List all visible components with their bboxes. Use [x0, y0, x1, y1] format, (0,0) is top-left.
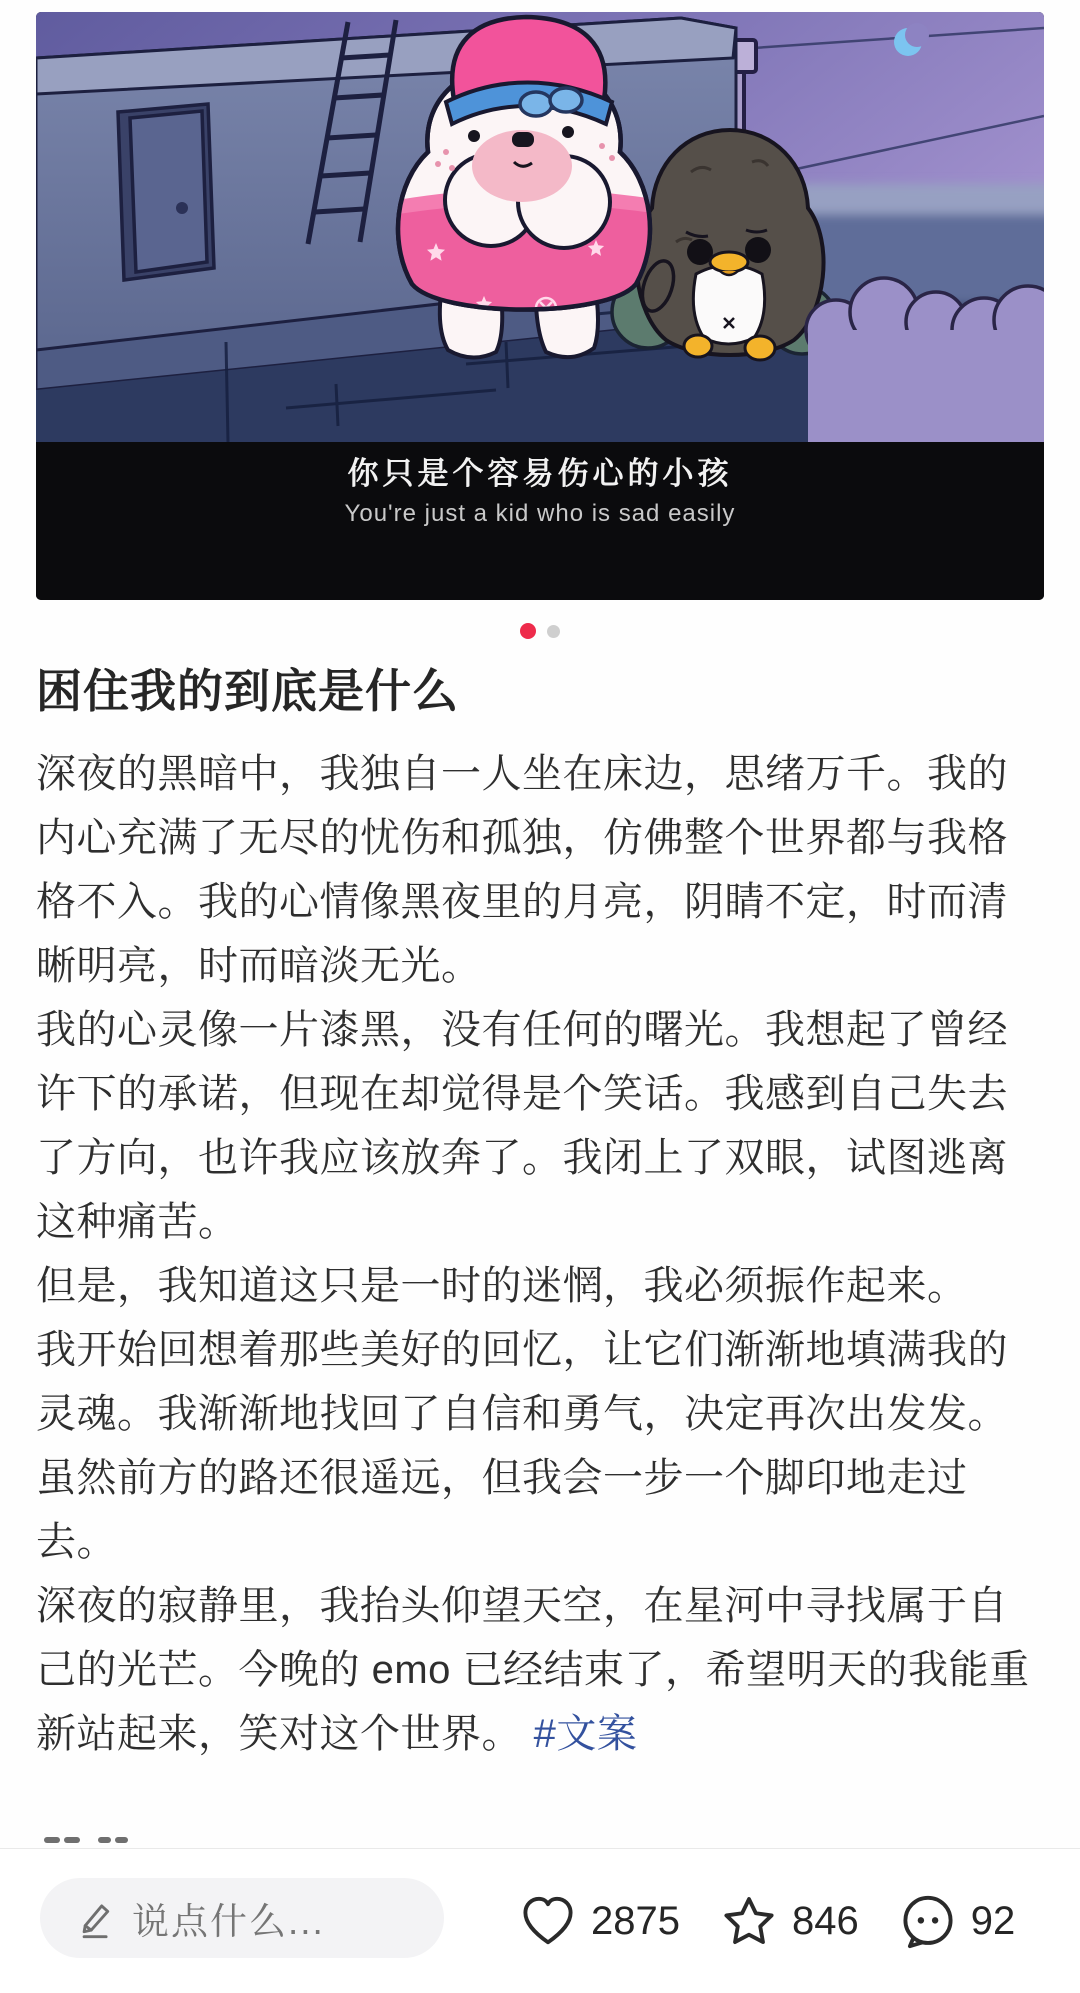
- post-text-line: 但是，我知道这只是一时的迷惘，我必须振作起来。: [36, 1264, 968, 1308]
- comment-count: 92: [970, 1898, 1016, 1943]
- door: [118, 104, 214, 280]
- heart-icon: [517, 1890, 579, 1952]
- post-text-line: 深夜的寂静里，我抬头仰望天空，在星河中寻找属于自: [36, 1584, 1008, 1628]
- video-subtitle: [36, 458, 1044, 526]
- post-body: [36, 742, 1044, 1766]
- like-button[interactable]: [517, 1890, 680, 1952]
- penguin-character: [636, 130, 823, 360]
- post-text-line: 新站起来，笑对这个世界。 #文案: [36, 1712, 638, 1756]
- post-text-line: 这种痛苦。: [36, 1200, 239, 1244]
- subtitle-chinese: 你只是个容易伤心的小孩: [347, 456, 733, 491]
- carousel-dot-active[interactable]: [520, 623, 536, 639]
- comment-button[interactable]: [897, 1890, 1016, 1952]
- comment-input[interactable]: [40, 1878, 444, 1958]
- post-text-line: 深夜的黑暗中，我独自一人坐在床边，思绪万千。我的: [36, 752, 1008, 796]
- post-image[interactable]: [36, 12, 1044, 600]
- post-text-line: 我的心灵像一片漆黑，没有任何的曙光。我想起了曾经: [36, 1008, 1008, 1052]
- comment-placeholder: 说点什么...: [132, 1901, 325, 1942]
- star-icon: [718, 1890, 780, 1952]
- post-text-line: 了方向，也许我应该放奔了。我闭上了双眼，试图逃离: [36, 1136, 1008, 1180]
- post-text-line: 去。: [36, 1520, 117, 1564]
- post-title: 困住我的到底是什么: [36, 665, 459, 717]
- collect-button[interactable]: [718, 1890, 859, 1952]
- post-text-line: 内心充满了无尽的忧伤和孤独，仿佛整个世界都与我格: [36, 816, 1008, 860]
- carousel-dot[interactable]: [547, 625, 560, 638]
- subtitle-english: You're just a kid who is sad easily: [344, 500, 736, 527]
- post-text-line: 虽然前方的路还很遥远，但我会一步一个脚印地走过: [36, 1456, 968, 1500]
- pencil-icon: [72, 1896, 116, 1940]
- engagement-actions: [517, 1849, 1015, 1993]
- carousel-indicator: [0, 622, 1080, 640]
- post-text-line: 我开始回想着那些美好的回忆，让它们渐渐地填满我的: [36, 1328, 1008, 1372]
- post-text-line: 格不入。我的心情像黑夜里的月亮，阴睛不定，时而清: [36, 880, 1008, 924]
- post-text-line: 晰明亮，时而暗淡无光。: [36, 944, 482, 988]
- post-text-line: 许下的承诺，但现在却觉得是个笑话。我感到自己失去: [36, 1072, 1008, 1116]
- bottom-action-bar: [0, 1848, 1080, 1993]
- hashtag-link[interactable]: #文案: [533, 1712, 638, 1756]
- cutoff-meta-text: [44, 1837, 128, 1843]
- clouds: [806, 278, 1044, 442]
- collect-count: 846: [791, 1898, 859, 1943]
- post-text-line: 己的光芒。今晚的 emo 已经结束了，希望明天的我能重: [36, 1648, 1030, 1692]
- speech-bubble-icon: [897, 1890, 959, 1952]
- post-text-line: 灵魂。我渐渐地找回了自信和勇气，决定再次出发发。: [36, 1392, 1008, 1436]
- like-count: 2875: [591, 1898, 680, 1943]
